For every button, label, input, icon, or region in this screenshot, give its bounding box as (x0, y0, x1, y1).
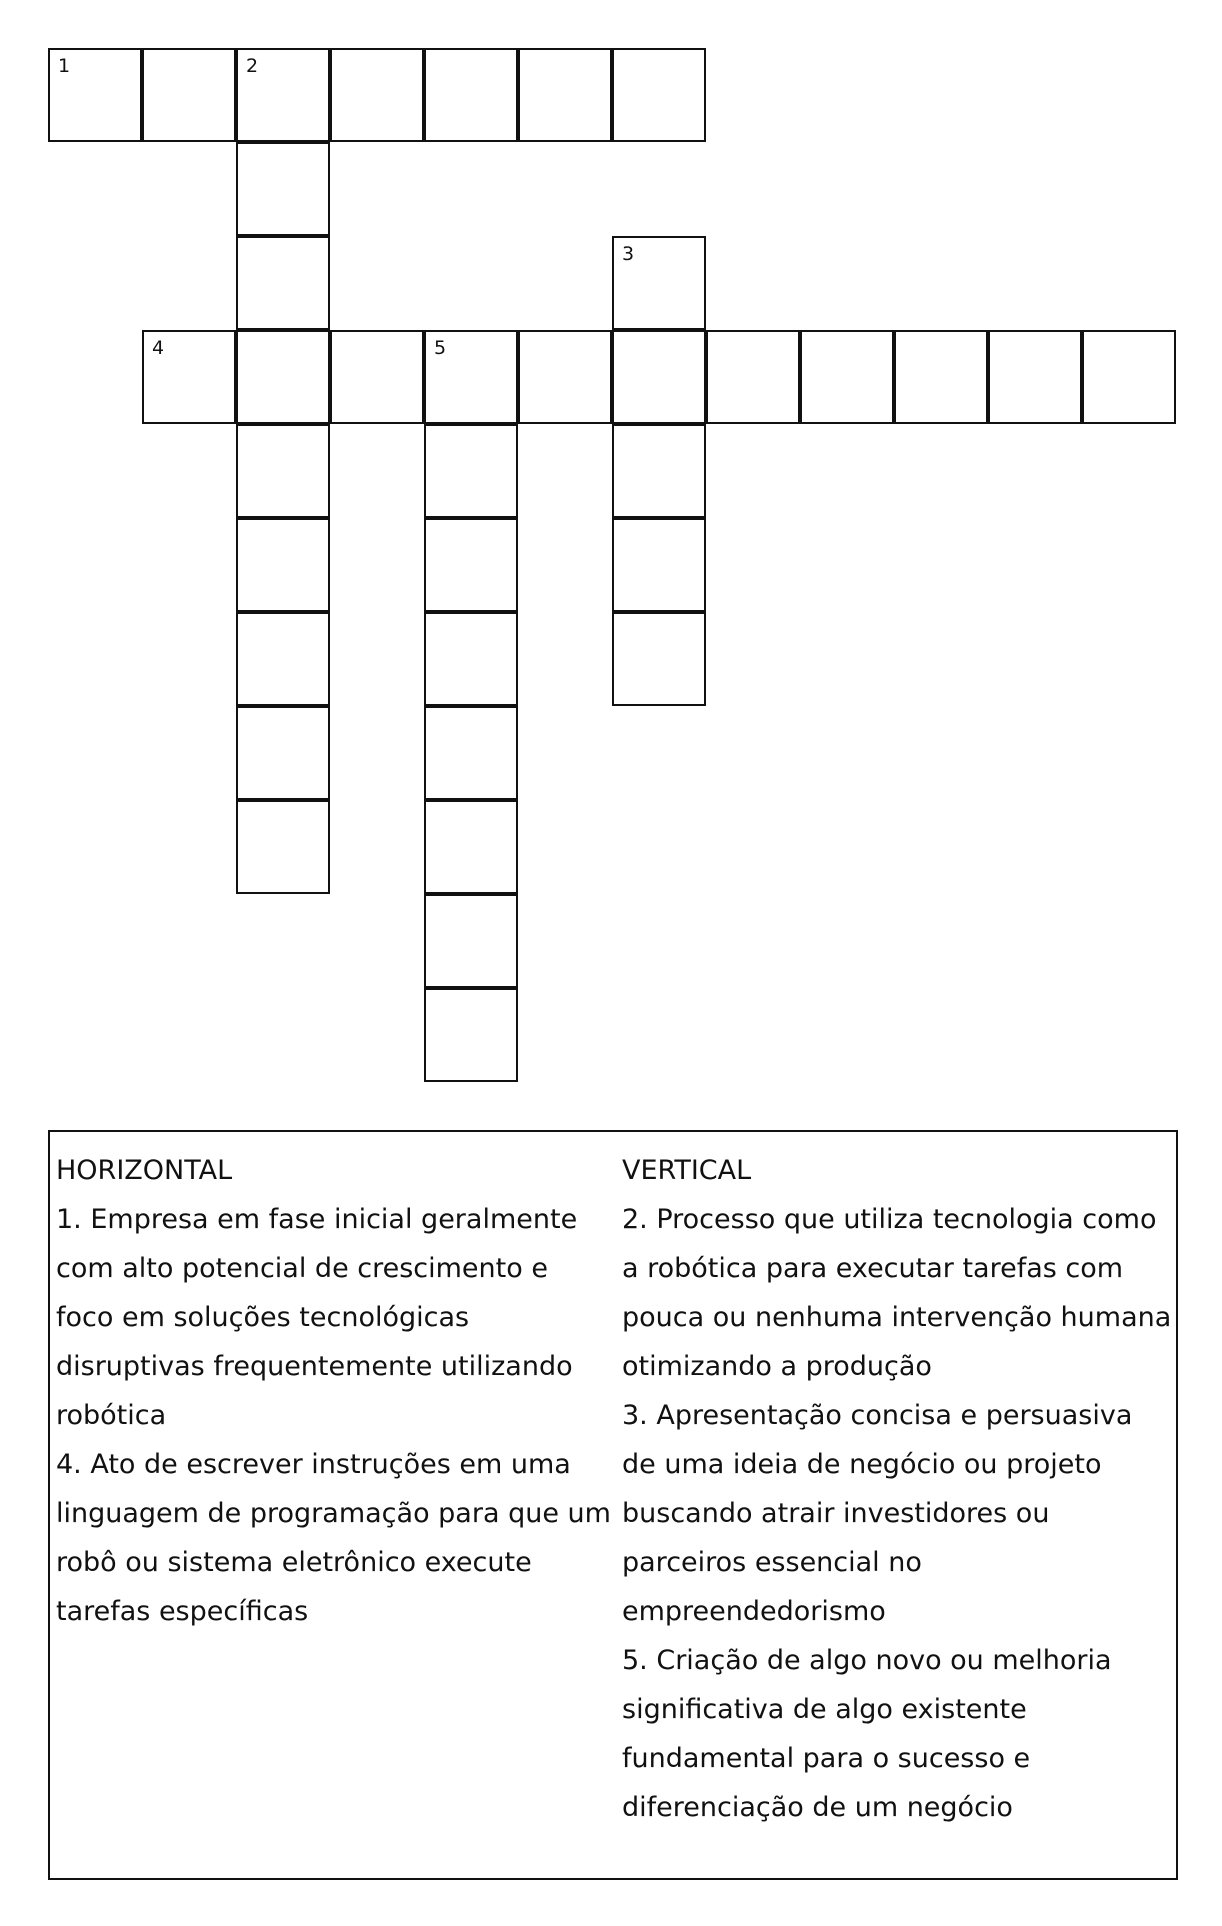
crossword-cell[interactable] (424, 518, 518, 612)
crossword-cell[interactable] (612, 236, 706, 330)
crossword-cell[interactable] (706, 330, 800, 424)
crossword-cell[interactable] (424, 894, 518, 988)
crossword-cell[interactable] (612, 518, 706, 612)
crossword-cell[interactable] (988, 330, 1082, 424)
crossword-cell[interactable] (330, 48, 424, 142)
crossword-cell[interactable] (236, 236, 330, 330)
crossword-cell[interactable] (424, 706, 518, 800)
crossword-cell[interactable] (518, 330, 612, 424)
crossword-cell[interactable] (612, 612, 706, 706)
crossword-cell[interactable] (236, 518, 330, 612)
clue-number: 4 (152, 337, 165, 359)
crossword-cell[interactable] (236, 706, 330, 800)
crossword-cell[interactable] (800, 330, 894, 424)
crossword-cell[interactable] (142, 48, 236, 142)
crossword-cell[interactable] (612, 48, 706, 142)
clues-panel (48, 1130, 1178, 1880)
vertical-clues (622, 1146, 1174, 1832)
crossword-cell[interactable] (236, 612, 330, 706)
crossword-cell[interactable] (142, 330, 236, 424)
clue-number: 2 (246, 55, 259, 77)
crossword-cell[interactable] (894, 330, 988, 424)
crossword-cell[interactable] (424, 988, 518, 1082)
crossword-cell[interactable] (236, 424, 330, 518)
crossword-cell[interactable] (612, 424, 706, 518)
crossword-cell[interactable] (424, 48, 518, 142)
crossword-cell[interactable] (1082, 330, 1176, 424)
crossword-cell[interactable] (330, 330, 424, 424)
crossword-cell[interactable] (236, 142, 330, 236)
clue-number: 1 (58, 55, 71, 77)
crossword-cell[interactable] (48, 48, 142, 142)
clue-number: 3 (622, 243, 635, 265)
clue-vertical-3: 3. Apresentação concisa e persuasiva de uma ideia de negócio ou projeto buscando atrair investidores ou parceiros essencial no empreendedorismo (622, 1400, 1133, 1627)
clue-horizontal-1: 1. Empresa em fase inicial geralmente com alto potencial de crescimento e foco em soluções tecnológicas disruptivas frequentemente utilizando robótica (56, 1204, 578, 1431)
crossword-cell[interactable] (424, 800, 518, 894)
clue-vertical-2: 2. Processo que utiliza tecnologia como a robótica para executar tarefas com pouca ou nenhuma intervenção humana otimizando a produção (622, 1204, 1172, 1382)
crossword-cell[interactable] (612, 330, 706, 424)
crossword-cell[interactable] (236, 330, 330, 424)
crossword-cell[interactable] (424, 330, 518, 424)
horizontal-title: HORIZONTAL (56, 1155, 233, 1186)
horizontal-clues (56, 1146, 611, 1636)
crossword-cell[interactable] (424, 612, 518, 706)
clue-number: 5 (434, 337, 447, 359)
crossword-cell[interactable] (518, 48, 612, 142)
vertical-title: VERTICAL (622, 1155, 752, 1186)
crossword-cell[interactable] (236, 48, 330, 142)
clue-horizontal-4: 4. Ato de escrever instruções em uma linguagem de programação para que um robô ou sistema eletrônico execute tarefas específicas (56, 1449, 611, 1627)
crossword-cell[interactable] (424, 424, 518, 518)
crossword-cell[interactable] (236, 800, 330, 894)
clue-vertical-5: 5. Criação de algo novo ou melhoria significativa de algo existente fundamental para o sucesso e diferenciação de um negócio (622, 1645, 1112, 1823)
